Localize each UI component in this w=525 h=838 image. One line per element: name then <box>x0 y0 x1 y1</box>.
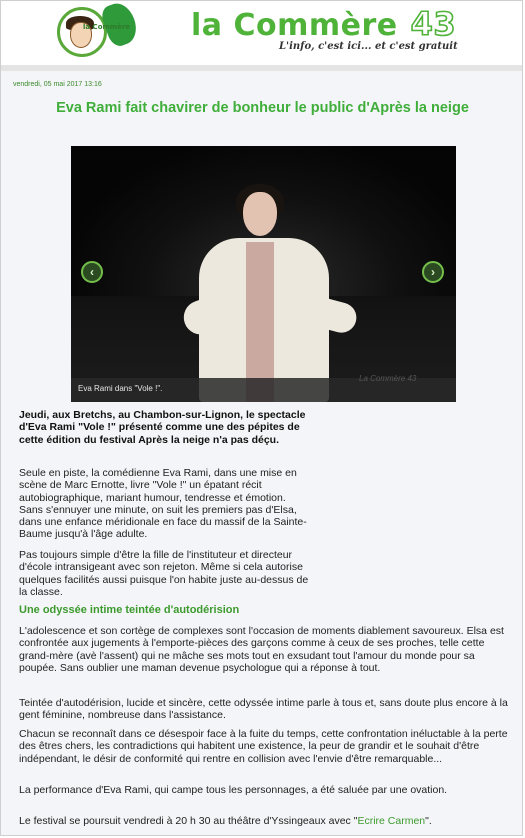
article-paragraph-2: Pas toujours simple d'être la fille de l'instituteur et directeur d'école intransigeant avec son rejeton. Même si cela autorise quelques facilités aussi puisque l'on habite juste au-dessus de la classe. <box>19 549 309 598</box>
ecrire-carmen-link[interactable]: Ecrire Carmen <box>357 815 426 827</box>
article-paragraph-4: Teintée d'autodérision, lucide et sincère, cette odyssée intime parle à tous et, sans doute plus encore à la gent féminine, nombreuse dans l'assistance. <box>19 697 508 722</box>
slideshow-next-button[interactable]: › <box>422 261 444 283</box>
article-paragraph-7 <box>19 815 509 827</box>
article-paragraph-6: La performance d'Eva Rami, qui campe tous les personnages, a été saluée par une ovation. <box>19 784 448 796</box>
site-title-main: la Commère <box>191 8 398 43</box>
paragraph-7-text-after: ". <box>425 815 432 827</box>
article-paragraph-3: L'adolescence et son cortège de complexes sont l'occasion de moments diablement savoureux. Elsa est confrontée aux jugements à l'emporte-pièces des garçons comme à ceux de ses proches, telle cette grand-mère (avè l'assent) qui ne mâche ses mots tout en exsudant tout l'amour du monde pour sa poupée. Sans oublier une maman devenue psychologue qui a réponse à tout. <box>19 625 504 674</box>
article-lead: Jeudi, aux Bretchs, au Chambon-sur-Lignon, le spectacle d'Eva Rami "Vole !" présenté comme une des pépites de cette édition du festival Après la neige n'a pas déçu. <box>19 409 306 446</box>
article-headline: Eva Rami fait chavirer de bonheur le public d'Après la neige <box>56 100 469 116</box>
article-date: vendredi, 05 mai 2017 13:16 <box>13 81 102 88</box>
article-paragraph-5: Chacun se reconnaît dans ce désespoir face à la fuite du temps, cette confrontation inéluctable à la perte des êtres chers, les contradictions qui habitent une existence, la peur de grandir et le souhait d'être indépendant, le désir de conformité qui rentre en collision avec l'envie d'être remarquable... <box>19 728 508 765</box>
photo-caption: Eva Rami dans "Vole !". <box>78 384 163 393</box>
article-paragraph-1: Seule en piste, la comédienne Eva Rami, dans une mise en scène de Marc Ernotte, livre "Vole !" un épatant récit autobiographique, mariant humour, tendresse et émotion. Sans s'ennuyer une minute, on suit les premiers pas d'Elsa, dans une enfance méridionale en face du massif de la Sainte-Baume jusqu'à l'âge adulte. <box>19 467 307 541</box>
site-title[interactable] <box>191 7 456 43</box>
slideshow-prev-button[interactable]: ‹ <box>81 261 103 283</box>
site-tagline: L'info, c'est ici... et c'est gratuit <box>279 41 458 52</box>
paragraph-7-text-before: Le festival se poursuit vendredi à 20 h 30 au théâtre d'Yssingeaux avec " <box>19 815 358 827</box>
photo-watermark: La Commère 43 <box>359 374 417 383</box>
article-subheading: Une odyssée intime teintée d'autodérision <box>19 604 240 616</box>
site-header <box>1 1 522 65</box>
site-logo[interactable] <box>57 7 107 57</box>
logo-text: la Commère <box>83 23 131 31</box>
photo-slideshow[interactable] <box>71 146 456 402</box>
performer-face <box>243 192 277 236</box>
site-title-number: 43 <box>410 5 457 43</box>
